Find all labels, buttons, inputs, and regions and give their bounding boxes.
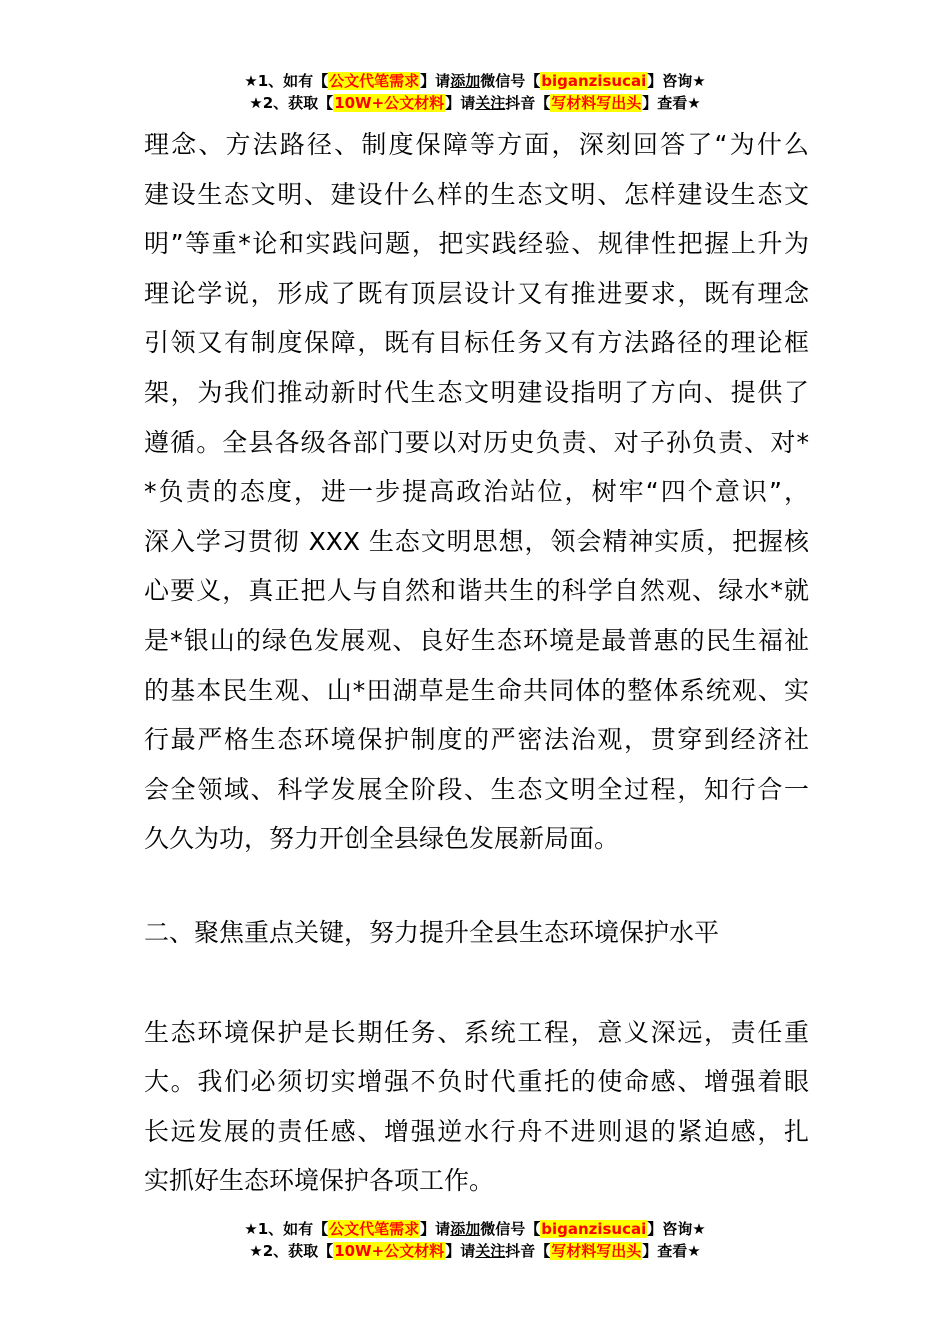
text-line: 实抓好生态环境保护各项工作。	[144, 1166, 495, 1196]
text-line: 遵循。全县各级各部门要以对历史负责、对子孙负责、对*	[144, 427, 809, 457]
paragraph-2	[144, 1008, 809, 1206]
text-line: 建设生态文明、建设什么样的生态文明、怎样建设生态文	[144, 179, 809, 209]
document-body	[144, 120, 809, 1206]
heading-text: 二、聚焦重点关键，努力提升全县生态环境保护水平	[144, 917, 720, 947]
highlight-douyin-id: 写材料写出头	[551, 1242, 642, 1260]
section-heading	[144, 908, 809, 958]
highlight-service: 公文代笔需求	[329, 1220, 420, 1238]
text-line: 深入学习贯彻 XXX 生态文明思想，领会精神实质，把握核	[144, 526, 809, 556]
text-line: 生态环境保护是长期任务、系统工程，意义深远，责任重	[144, 1017, 809, 1047]
text-line: 架，为我们推动新时代生态文明建设指明了方向、提供了	[144, 377, 809, 407]
text-line: 明”等重*论和实践问题，把实践经验、规律性把握上升为	[144, 229, 809, 259]
text-line: 会全领域、科学发展全阶段、生态文明全过程，知行合一	[144, 774, 809, 804]
highlight-materials: 10W+公文材料	[334, 1242, 445, 1260]
banner-line-1: ★1、如有【公文代笔需求】请添加微信号【biganzisucai】咨询★	[244, 1220, 706, 1238]
text-line: 是*银山的绿色发展观、良好生态环境是最普惠的民生福祉	[144, 625, 809, 655]
text-line: 久久为功，努力开创全县绿色发展新局面。	[144, 824, 620, 854]
highlight-wechat-id: biganzisucai	[541, 72, 647, 90]
text-line: 理念、方法路径、制度保障等方面，深刻回答了“为什么	[144, 130, 809, 159]
footer-banner	[0, 1218, 950, 1262]
header-banner	[0, 70, 950, 114]
highlight-materials: 10W+公文材料	[334, 94, 445, 112]
text-line: 引领又有制度保障，既有目标任务又有方法路径的理论框	[144, 328, 809, 358]
highlight-wechat-id: biganzisucai	[541, 1220, 647, 1238]
highlight-service: 公文代笔需求	[329, 72, 420, 90]
banner-line-2: ★2、获取【10W+公文材料】请关注抖音【写材料写出头】查看★	[249, 1242, 701, 1260]
banner-line-1: ★1、如有【公文代笔需求】请添加微信号【biganzisucai】咨询★	[244, 72, 706, 90]
text-line: 心要义，真正把人与自然和谐共生的科学自然观、绿水*就	[144, 576, 809, 606]
text-line: 长远发展的责任感、增强逆水行舟不进则退的紧迫感，扎	[144, 1116, 809, 1146]
highlight-douyin-id: 写材料写出头	[551, 94, 642, 112]
text-line: *负责的态度，进一步提高政治站位，树牢“四个意识”，	[144, 477, 809, 507]
text-line: 行最严格生态环境保护制度的严密法治观，贯穿到经济社	[144, 725, 809, 755]
text-line: 大。我们必须切实增强不负时代重托的使命感、增强着眼	[144, 1067, 809, 1097]
banner-line-2: ★2、获取【10W+公文材料】请关注抖音【写材料写出头】查看★	[249, 94, 701, 112]
text-line: 的基本民生观、山*田湖草是生命共同体的整体系统观、实	[144, 675, 809, 705]
text-line: 理论学说，形成了既有顶层设计又有推进要求，既有理念	[144, 278, 809, 308]
paragraph-1	[144, 120, 809, 864]
